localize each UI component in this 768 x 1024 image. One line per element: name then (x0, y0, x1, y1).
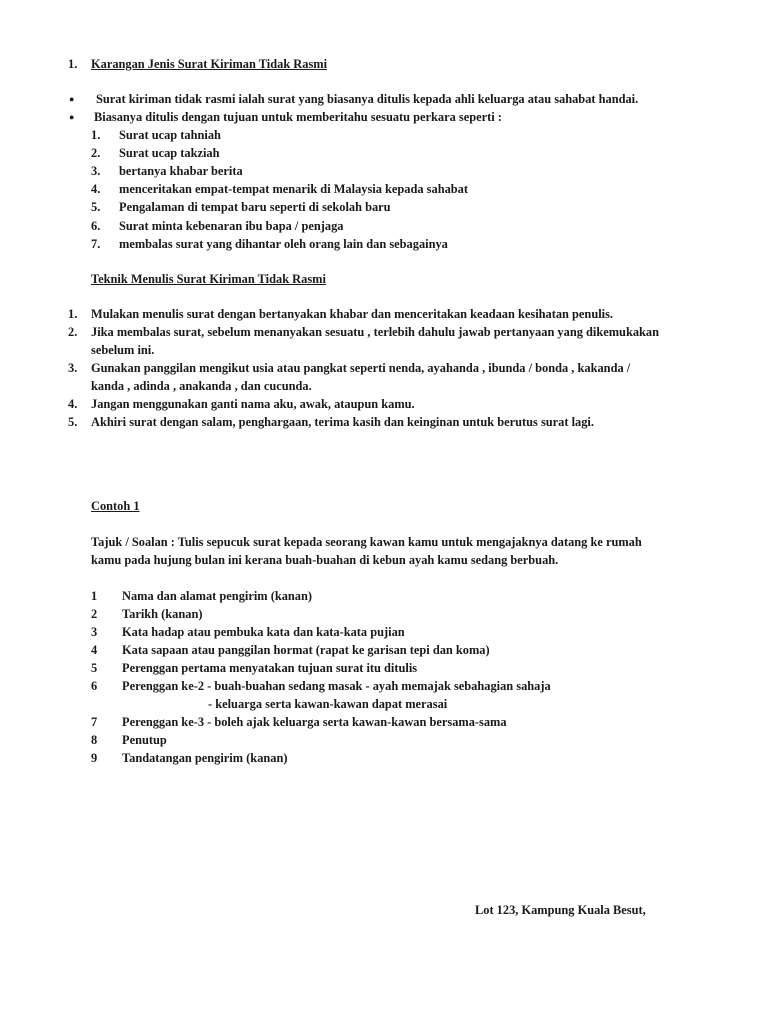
list-item-line: Jangan menggunakan ganti nama aku, awak, ataupun kamu. (91, 397, 415, 411)
outline-item-number: 7 (91, 715, 98, 729)
list-item-number: 6. (91, 219, 101, 233)
list-item-line: kanda , adinda , anakanda , dan cucunda. (91, 379, 312, 393)
list-item-number: 2. (68, 325, 78, 339)
list-item-line: Akhiri surat dengan salam, penghargaan, terima kasih dan keinginan untuk berutus surat lagi. (91, 415, 594, 429)
bullet-text: Biasanya ditulis dengan tujuan untuk memberitahu sesuatu perkara seperti : (94, 110, 502, 124)
example-question-line: kamu pada hujung bulan ini kerana buah-buahan di kebun ayah kamu sedang berbuah. (91, 553, 559, 567)
bullet-icon: ● (69, 94, 75, 104)
list-item-number: 7. (91, 237, 101, 251)
section1-heading: Karangan Jenis Surat Kiriman Tidak Rasmi (91, 57, 328, 71)
outline-item-number: 3 (91, 625, 98, 639)
list-item-number: 2. (91, 146, 101, 160)
sender-address: Lot 123, Kampung Kuala Besut, (475, 903, 646, 917)
outline-item: Kata sapaan atau panggilan hormat (rapat ke garisan tepi dan koma) (122, 643, 490, 657)
list-item-number: 1. (68, 307, 78, 321)
outline-item: Tarikh (kanan) (122, 607, 203, 621)
outline-item: - keluarga serta kawan-kawan dapat merasai (208, 697, 448, 711)
list-item: membalas surat yang dihantar oleh orang lain dan sebagainya (119, 237, 448, 251)
list-item-number: 3. (91, 164, 101, 178)
outline-item: Nama dan alamat pengirim (kanan) (122, 589, 313, 603)
outline-item: Penutup (122, 733, 167, 747)
list-item: Surat minta kebenaran ibu bapa / penjaga (119, 219, 344, 233)
list-item-line: Gunakan panggilan mengikut usia atau pangkat seperti nenda, ayahanda , ibunda / bonda , kakanda / (91, 361, 631, 375)
list-item-line: Mulakan menulis surat dengan bertanyakan khabar dan menceritakan keadaan kesihatan penulis. (91, 307, 614, 321)
list-item-number: 4. (91, 182, 101, 196)
list-item: Surat ucap takziah (119, 146, 220, 160)
outline-item: Perenggan pertama menyatakan tujuan surat itu ditulis (122, 661, 418, 675)
bullet-icon: ● (69, 112, 75, 122)
bullet-text: Surat kiriman tidak rasmi ialah surat yang biasanya ditulis kepada ahli keluarga atau sahabat handai. (96, 92, 639, 106)
list-item: menceritakan empat-tempat menarik di Malaysia kepada sahabat (119, 182, 468, 196)
list-item-number: 3. (68, 361, 78, 375)
list-item: Pengalaman di tempat baru seperti di sekolah baru (119, 200, 391, 214)
outline-item-number: 6 (91, 679, 98, 693)
example-question-line: Tajuk / Soalan : Tulis sepucuk surat kepada seorang kawan kamu untuk mengajaknya datang ke rumah (91, 535, 642, 549)
outline-item-number: 2 (91, 607, 98, 621)
list-item-number: 1. (91, 128, 101, 142)
list-item: Surat ucap tahniah (119, 128, 221, 142)
list-item-line: Jika membalas surat, sebelum menanyakan sesuatu , terlebih dahulu jawab pertanyaan yang dikemukakan (91, 325, 660, 339)
list-item: bertanya khabar berita (119, 164, 243, 178)
outline-item-number: 9 (91, 751, 98, 765)
outline-item-number: 1 (91, 589, 98, 603)
outline-item-number: 8 (91, 733, 98, 747)
outline-item: Perenggan ke-3 - boleh ajak keluarga serta kawan-kawan bersama-sama (122, 715, 507, 729)
list-item-number: 5. (91, 200, 101, 214)
outline-item: Perenggan ke-2 - buah-buahan sedang masak - ayah memajak sebahagian sahaja (122, 679, 551, 693)
section2-heading: Teknik Menulis Surat Kiriman Tidak Rasmi (91, 272, 326, 286)
outline-item-number: 5 (91, 661, 98, 675)
outline-item: Tandatangan pengirim (kanan) (122, 751, 288, 765)
outline-item: Kata hadap atau pembuka kata dan kata-kata pujian (122, 625, 405, 639)
list-item-number: 4. (68, 397, 78, 411)
list-item-line: sebelum ini. (91, 343, 155, 357)
outline-item-number: 4 (91, 643, 98, 657)
example-heading: Contoh 1 (91, 499, 140, 513)
section1-number: 1. (68, 57, 78, 71)
list-item-number: 5. (68, 415, 78, 429)
